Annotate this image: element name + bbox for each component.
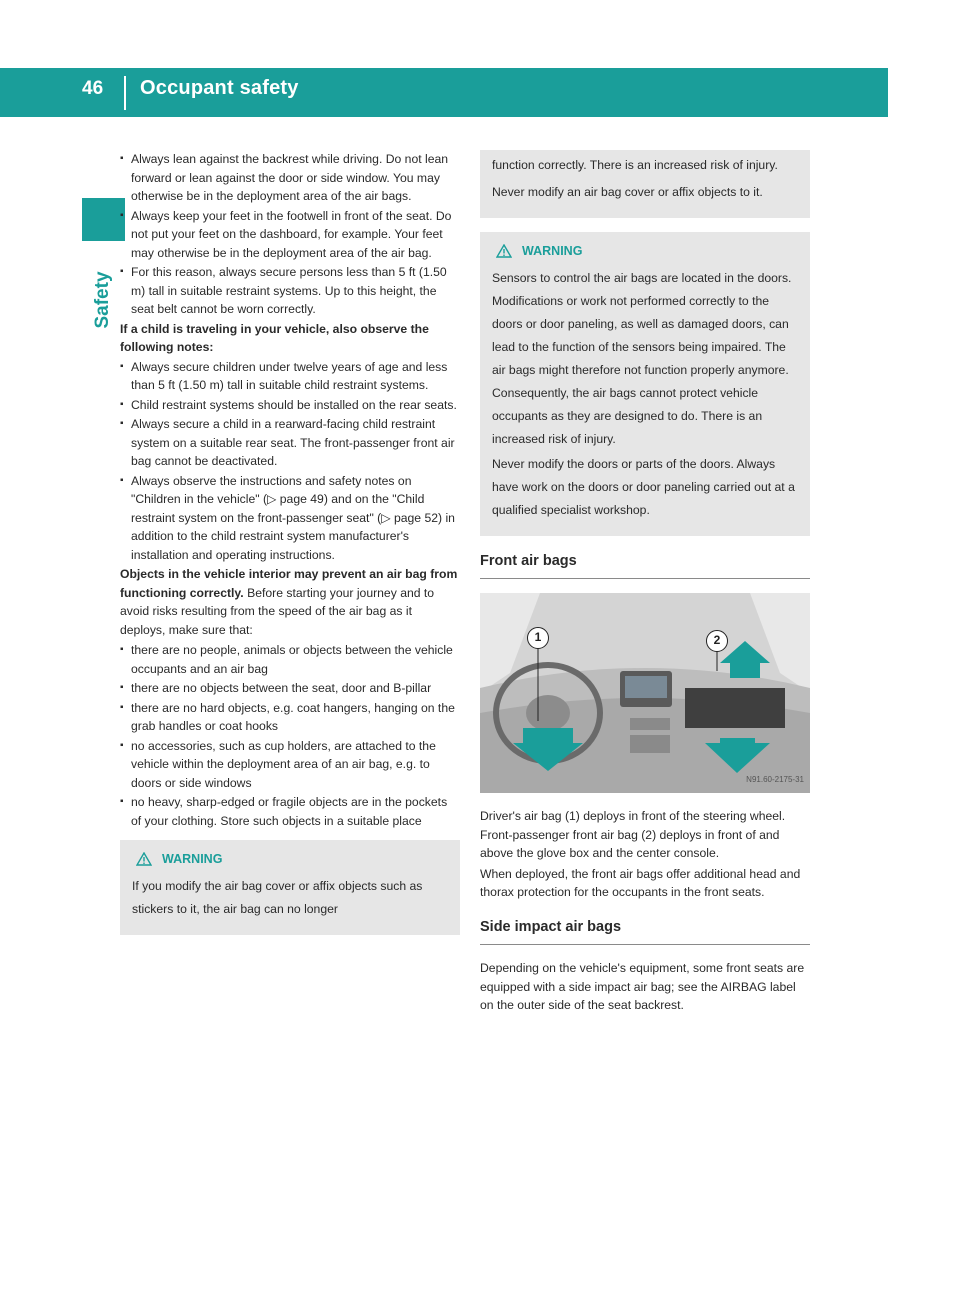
sensor-warning-instruction: Never modify the doors or parts of the doors. Always have work on the doors or door paneling carried out at a qualified specialist workshop. <box>492 456 795 517</box>
dashboard-illustration <box>480 593 810 793</box>
list-item: ▪ Always lean against the backrest while driving. Do not lean forward or lean against the door or side window. You may otherwise be in the deployment area of the air bags. <box>120 150 460 206</box>
warning-continuation-instruction: Never modify an air bag cover or affix objects to it. <box>492 185 763 199</box>
warning-label: WARNING <box>162 852 223 866</box>
sensor-warning-text: Sensors to control the air bags are located in the doors. Modifications or work not performed correctly to the doors or door paneling, as well as damaged doors, can lead to the function of the sensors being impaired. The air bags might therefore not function properly anymore. Consequently, the air bags cannot protect vehicle occupants as they are designed to do. There is an increased risk of injury. <box>492 270 792 446</box>
header-bar <box>0 68 888 117</box>
side-tab-marker <box>82 198 125 241</box>
callout-1: 1 <box>527 627 549 649</box>
list-item: ▪ no heavy, sharp-edged or fragile objects are in the pockets of your clothing. Store such objects in a suitable place <box>120 793 460 830</box>
child-heading: If a child is traveling in your vehicle, also observe the following notes: <box>120 321 429 354</box>
left-column <box>120 150 460 935</box>
front-air-bags-heading: Front air bags <box>480 552 810 580</box>
warning-triangle-icon <box>136 852 152 866</box>
bullet-list-objects <box>120 641 460 830</box>
warning-continuation-text: function correctly. There is an increased risk of injury. <box>492 158 778 172</box>
warning-text: If you modify the air bag cover or affix objects such as stickers to it, the air bag can no longer <box>132 878 423 916</box>
warning-label: WARNING <box>522 244 583 258</box>
sensor-warning-box <box>480 232 810 536</box>
warning-triangle-icon <box>496 244 512 258</box>
bullet-list-posture <box>120 150 460 319</box>
warning-continuation-box <box>480 150 810 218</box>
list-item: ▪ no accessories, such as cup holders, are attached to the vehicle within the deployment area of an air bag, e.g. to doors or side windows <box>120 737 460 793</box>
list-item: ▪ Always keep your feet in the footwell in front of the seat. Do not put your feet on the dashboard, for example. Your feet may otherwise be in the deployment area of the air bag. <box>120 207 460 263</box>
list-item: ▪ For this reason, always secure persons less than 5 ft (1.50 m) tall in suitable restraint systems. Up to this height, the seat belt cannot be worn correctly. <box>120 263 460 319</box>
page-number: 46 <box>82 78 104 99</box>
warning-box <box>120 840 460 935</box>
bullet-list-children <box>120 358 460 565</box>
list-item: ▪ Always secure children under twelve years of age and less than 5 ft (1.50 m) tall in suitable child restraint systems. <box>120 358 460 395</box>
right-column <box>480 150 810 1017</box>
front-air-bags-text: Driver's air bag (1) deploys in front of the steering wheel. Front-passenger front air bag (2) deploys in front of and above the glove box and the center console. <box>480 809 786 860</box>
front-air-bags-figure <box>480 593 810 793</box>
side-tab-label: Safety <box>92 271 113 329</box>
objects-heading: Objects in the vehicle interior may prevent an air bag from functioning correctly. <box>120 567 458 600</box>
list-item: ▪ Child restraint systems should be installed on the rear seats. <box>120 396 460 415</box>
list-item: ▪ there are no objects between the seat, door and B-pillar <box>120 679 460 698</box>
figure-code: N91.60-2175-31 <box>746 774 804 784</box>
list-item: ▪ there are no people, animals or objects between the vehicle occupants and an air bag <box>120 641 460 678</box>
header-divider <box>124 76 126 110</box>
objects-text: Before starting your journey and to avoid risks resulting from the speed of the air bag as it deploys, make sure that: <box>120 585 435 637</box>
objects-paragraph <box>120 565 460 639</box>
warning-header <box>132 850 448 869</box>
warning-header <box>492 242 798 261</box>
side-impact-text: Depending on the vehicle's equipment, some front seats are equipped with a side impact air bag; see the AIRBAG label on the outer side of the seat backrest. <box>480 961 805 1012</box>
callout-2: 2 <box>706 630 728 652</box>
list-item: ▪ there are no hard objects, e.g. coat hangers, hanging on the grab handles or coat hooks <box>120 699 460 736</box>
front-air-bags-protection-text: When deployed, the front air bags offer additional head and thorax protection for the occupants in the front seats. <box>480 866 801 899</box>
section-title: Occupant safety <box>140 77 299 99</box>
list-item: ▪ Always secure a child in a rearward-facing child restraint system on a suitable rear seat. The front-passenger front air bag cannot be deactivated. <box>120 415 460 471</box>
list-item: ▪ Always observe the instructions and safety notes on "Children in the vehicle" (▷ page 49) and on the "Child restraint system on the front-passenger seat" (▷ page 52) in addition to the child restraint system manufacturer's installation and operating instructions. <box>120 472 460 565</box>
side-impact-heading: Side impact air bags <box>480 918 810 946</box>
